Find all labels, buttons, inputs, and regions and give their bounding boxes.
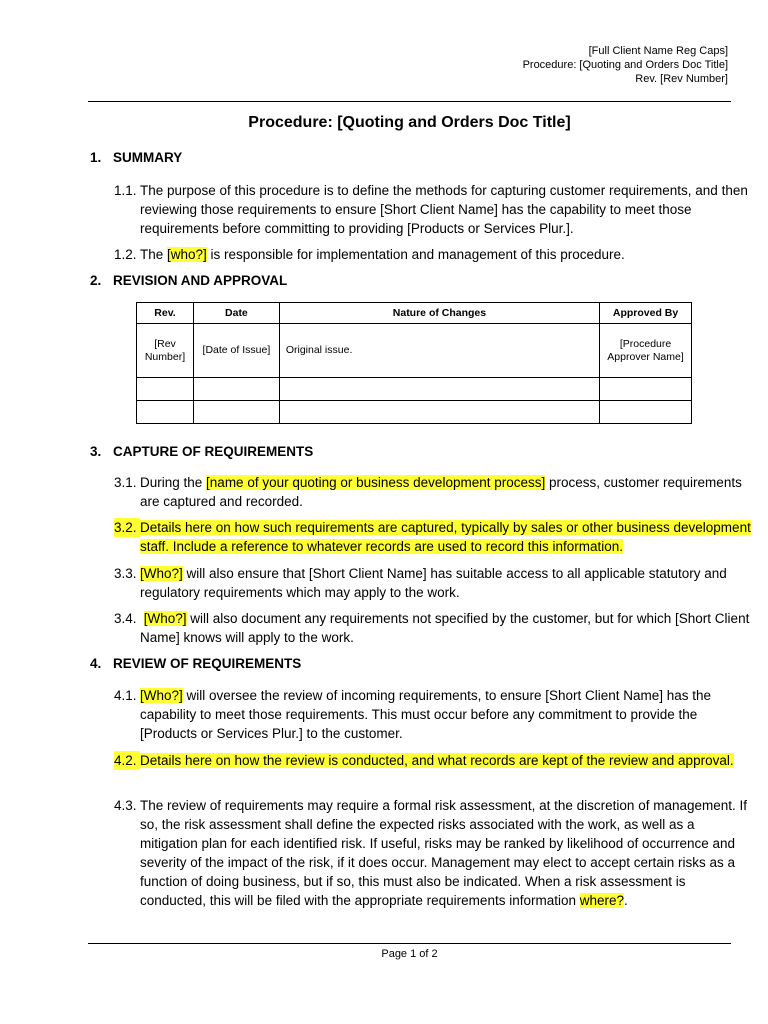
- table-header-cell: Approved By: [600, 303, 692, 324]
- page-title: Procedure: [Quoting and Orders Doc Title]: [248, 114, 571, 131]
- paragraph-4-3: [114, 796, 755, 910]
- section-title: SUMMARY: [113, 150, 183, 165]
- paragraph-1-2: [114, 245, 755, 264]
- paragraph-number: 3.4.: [114, 611, 137, 626]
- paragraph-3-1: [114, 473, 755, 511]
- table-cell: Original issue.: [279, 324, 599, 378]
- paragraph-4-1: [114, 686, 755, 743]
- paragraph-text: will also document any requirements not specified by the customer, but for which [Short Client Name] knows will apply to the work.: [140, 611, 750, 645]
- section-number: 2.: [90, 273, 102, 288]
- table-cell: [279, 378, 599, 401]
- paragraph-3-4: [114, 609, 755, 647]
- section-number: 3.: [90, 444, 102, 459]
- section-heading-revision: [90, 273, 287, 288]
- header-rule: [88, 101, 731, 102]
- table-cell: [600, 378, 692, 401]
- section-heading-capture: [90, 444, 313, 459]
- table-cell: [Procedure Approver Name]: [600, 324, 692, 378]
- table-row: [137, 324, 692, 378]
- revision-table: [136, 302, 692, 424]
- highlight-paragraph-text: Details here on how such requirements are captured, typically by sales or other business development staff. Include a reference to whatever records are used to record this information.: [140, 520, 751, 554]
- footer-rule: [88, 943, 731, 944]
- highlight-paragraph-text: Details here on how the review is conducted, and what records are kept of the review and approval.: [140, 753, 734, 768]
- table-header-cell: Date: [193, 303, 279, 324]
- paragraph-text: The: [140, 247, 168, 262]
- highlight-placeholder: [name of your quoting or business development process]: [206, 475, 546, 490]
- section-number: 1.: [90, 150, 102, 165]
- highlight-placeholder: [Who?]: [140, 566, 183, 581]
- highlight-placeholder: where?: [579, 893, 625, 908]
- table-cell: [279, 401, 599, 424]
- paragraph-4-2: [114, 751, 755, 770]
- paragraph-number: 4.1.: [114, 688, 137, 703]
- paragraph-number: 3.2.: [114, 518, 140, 537]
- table-cell: [600, 401, 692, 424]
- paragraph-text: The purpose of this procedure is to define the methods for capturing customer requirements, and then reviewing those requirements to ensure [Short Client Name] has the capability to meet those requirements before committing to providing [Products or Services Plur.].: [140, 183, 748, 236]
- paragraph-3-2: [114, 518, 755, 556]
- highlight-placeholder: [who?]: [167, 247, 207, 262]
- header-procedure-title: Procedure: [Quoting and Orders Doc Title]: [522, 59, 728, 71]
- paragraph-text: is responsible for implementation and management of this procedure.: [206, 247, 625, 262]
- section-title: REVIEW OF REQUIREMENTS: [113, 656, 302, 671]
- section-number: 4.: [90, 656, 102, 671]
- table-cell: [137, 401, 194, 424]
- paragraph-text: The review of requirements may require a formal risk assessment, at the discretion of management. If so, the risk assessment shall define the expected risks associated with the work, as well as a mitigation plan for each identified risk. If useful, risks may be ranked by likelihood of occurrence and severity of the impact of the risk, if it does occur. Management may elect to accept certain risks as a function of doing business, but if so, this must also be indicated. When a risk assessment is conducted, this will be filed with the appropriate requirements information: [140, 798, 748, 908]
- paragraph-text: will oversee the review of incoming requirements, to ensure [Short Client Name] has the capability to meet those requirements. This must occur before any commitment to provide the [Products or Services Plur.] to the customer.: [140, 688, 712, 741]
- paragraph-number: 4.3.: [114, 798, 137, 813]
- table-cell: [137, 378, 194, 401]
- table-cell: [Date of Issue]: [193, 324, 279, 378]
- document-header: [523, 44, 728, 86]
- paragraph-text: During the: [140, 475, 207, 490]
- paragraph-text: .: [624, 893, 628, 908]
- table-cell: [193, 401, 279, 424]
- paragraph-3-3: [114, 564, 755, 602]
- table-header-row: [137, 303, 692, 324]
- section-heading-review: [90, 656, 301, 671]
- header-revision: Rev. [Rev Number]: [635, 73, 728, 85]
- paragraph-1-1: [114, 181, 755, 238]
- highlight-placeholder: [Who?]: [140, 688, 183, 703]
- table-row: [137, 378, 692, 401]
- section-title: REVISION AND APPROVAL: [113, 273, 288, 288]
- table-row: [137, 401, 692, 424]
- paragraph-text: process, customer requirements are captured and recorded.: [140, 475, 742, 509]
- paragraph-number: 1.2.: [114, 247, 137, 262]
- page-number: Page 1 of 2: [381, 948, 438, 960]
- paragraph-number: 3.3.: [114, 566, 137, 581]
- header-client-name: [Full Client Name Reg Caps]: [588, 45, 728, 57]
- paragraph-text: will also ensure that [Short Client Name] has suitable access to all applicable statutory and regulatory requirements which may apply to the work.: [140, 566, 727, 600]
- paragraph-number: 1.1.: [114, 183, 137, 198]
- table-header-cell: Rev.: [137, 303, 194, 324]
- section-title: CAPTURE OF REQUIREMENTS: [113, 444, 314, 459]
- paragraph-number: 3.1.: [114, 475, 137, 490]
- table-cell: [193, 378, 279, 401]
- table-header-cell: Nature of Changes: [279, 303, 599, 324]
- section-heading-summary: [90, 150, 182, 165]
- table-cell: [Rev Number]: [137, 324, 194, 378]
- paragraph-number: 4.2.: [114, 751, 140, 770]
- highlight-placeholder: [Who?]: [143, 611, 187, 626]
